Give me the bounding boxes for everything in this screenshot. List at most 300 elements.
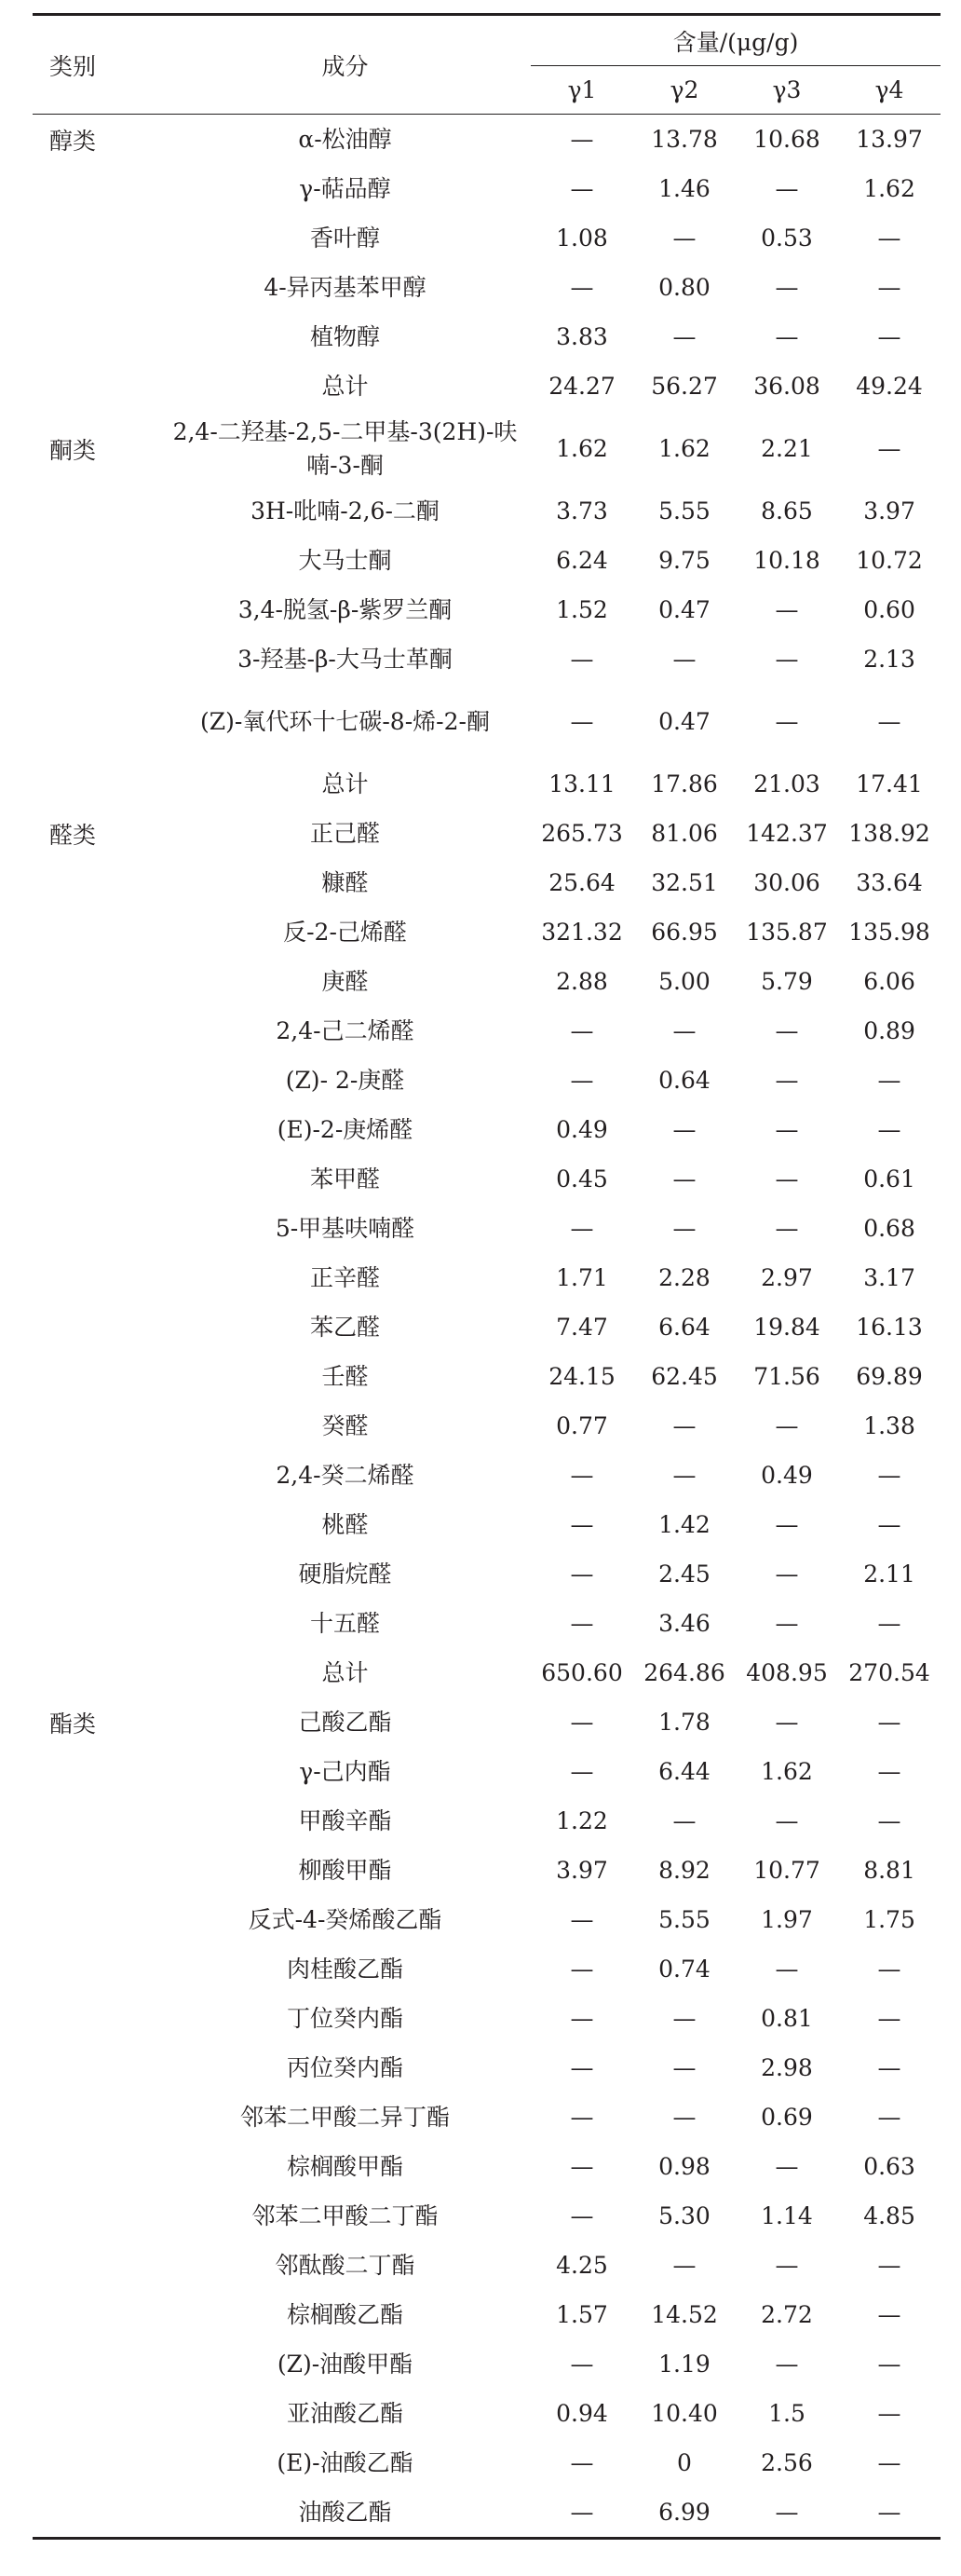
row-value-gamma4: 8.81: [863, 1857, 915, 1884]
row-category: [33, 1253, 159, 1302]
row-value-gamma4: 6.06: [863, 968, 915, 995]
row-value-gamma1: 1.22: [556, 1807, 608, 1834]
table-row: [33, 486, 941, 536]
row-category: [33, 361, 159, 411]
table-row: [33, 1846, 941, 1895]
row-value-gamma3: —: [775, 274, 799, 301]
row-value-gamma2: 6.44: [658, 1758, 711, 1785]
row-component-name: 硬脂烷醛: [298, 1560, 392, 1588]
row-value-gamma4: 138.92: [848, 820, 930, 847]
row-value-gamma4: 270.54: [848, 1659, 930, 1686]
row-value-gamma4: 69.89: [856, 1363, 923, 1390]
row-value-gamma1: 24.27: [548, 373, 616, 400]
row-component-name: 油酸乙酯: [159, 2487, 531, 2539]
row-value-gamma2: 0.98: [658, 2153, 711, 2180]
row-value-gamma3: 1.5: [768, 2400, 805, 2427]
row-value-gamma1: —: [570, 1561, 594, 1588]
row-value-gamma3: —: [775, 596, 799, 623]
row-value-gamma1: 7.47: [556, 1314, 608, 1341]
row-value-gamma2: —: [672, 1412, 697, 1439]
row-value-gamma4: 1.75: [863, 1906, 915, 1933]
row-value-gamma1: 0.94: [556, 2400, 608, 2427]
row-value-gamma4: —: [877, 1116, 901, 1143]
table-row: [33, 1006, 941, 1056]
row-value-gamma2: —: [672, 2005, 697, 2032]
row-value-gamma4: —: [877, 1709, 901, 1736]
row-value-gamma3: —: [775, 1412, 799, 1439]
row-component-name: 大马士酮: [298, 546, 392, 574]
row-value-gamma2: —: [672, 1165, 697, 1193]
row-value-gamma4: —: [877, 323, 901, 350]
table-row: [33, 585, 941, 634]
row-component-name: 癸醛: [321, 1411, 369, 1439]
row-value-gamma1: —: [570, 2351, 594, 2378]
table-row: [33, 1451, 941, 1500]
row-value-gamma4: —: [877, 2005, 901, 2032]
row-value-gamma1: 3.73: [556, 497, 608, 525]
row-component-name: 糠醛: [321, 868, 369, 896]
row-component-name: 壬醛: [321, 1362, 369, 1390]
table-row: [33, 2241, 941, 2290]
row-value-gamma3: 10.18: [753, 547, 820, 574]
row-component-name: 香叶醇: [309, 224, 380, 252]
row-value-gamma3: 2.97: [761, 1264, 813, 1291]
row-component-name: 丁位癸内酯: [286, 2004, 403, 2032]
row-value-gamma1: 1.08: [556, 225, 608, 252]
row-category: [33, 957, 159, 1006]
row-value-gamma3: 0.49: [761, 1462, 813, 1489]
row-value-gamma3: —: [775, 1561, 799, 1588]
row-component-name: 总计: [321, 1658, 369, 1686]
row-value-gamma2: 0: [677, 2449, 692, 2476]
row-category: [33, 1352, 159, 1401]
row-value-gamma2: 1.42: [658, 1511, 711, 1538]
row-component-name: 植物醇: [309, 322, 380, 350]
table-row: [33, 2290, 941, 2339]
row-value-gamma3: 0.69: [761, 2104, 813, 2131]
header-sample-2: γ2: [633, 66, 736, 115]
row-component-name: (E)-2-庚烯醛: [277, 1115, 413, 1143]
row-value-gamma2: —: [672, 2252, 697, 2279]
row-value-gamma3: —: [775, 1116, 799, 1143]
row-category: [33, 1154, 159, 1204]
row-value-gamma3: 135.87: [746, 919, 828, 946]
row-value-gamma3: —: [775, 1165, 799, 1193]
row-value-gamma3: —: [775, 646, 799, 673]
row-value-gamma4: —: [877, 708, 901, 735]
row-value-gamma4: 2.13: [863, 646, 915, 673]
row-value-gamma4: 17.41: [856, 770, 923, 797]
row-value-gamma3: —: [775, 2153, 799, 2180]
row-value-gamma1: —: [570, 1610, 594, 1637]
row-category: [33, 2142, 159, 2191]
content-table-container: [33, 13, 941, 2540]
row-value-gamma2: 6.99: [633, 2487, 736, 2539]
row-category: [33, 2438, 159, 2487]
row-value-gamma2: —: [672, 2104, 697, 2131]
row-value-gamma4: —: [838, 2487, 941, 2539]
row-value-gamma4: —: [877, 2104, 901, 2131]
row-value-gamma2: 6.64: [658, 1314, 711, 1341]
row-component-name: 正辛醛: [309, 1263, 380, 1291]
table-row: [33, 634, 941, 684]
row-value-gamma1: 1.57: [556, 2301, 608, 2328]
row-value-gamma2: 32.51: [651, 869, 718, 896]
table-row: [33, 1895, 941, 1944]
header-component: 成分: [159, 15, 531, 115]
table-row: [33, 1253, 941, 1302]
compound-content-table: [33, 13, 941, 2540]
table-row: [33, 164, 941, 213]
row-value-gamma4: —: [877, 1610, 901, 1637]
row-value-gamma4: 0.60: [863, 596, 915, 623]
row-component-name: 4-异丙基苯甲醇: [264, 273, 426, 301]
row-category: 酮类: [49, 436, 97, 464]
row-component-name: 反-2-己烯醛: [283, 918, 407, 946]
row-value-gamma4: 0.68: [863, 1215, 915, 1242]
row-value-gamma1: —: [570, 1215, 594, 1242]
row-value-gamma2: —: [672, 1017, 697, 1044]
row-category: [33, 1549, 159, 1599]
row-value-gamma2: —: [672, 323, 697, 350]
row-value-gamma1: —: [570, 1956, 594, 1983]
row-category: 醇类: [49, 127, 97, 155]
row-value-gamma4: —: [877, 1758, 901, 1785]
row-value-gamma1: —: [570, 1511, 594, 1538]
row-value-gamma1: 6.24: [556, 547, 608, 574]
row-value-gamma1: —: [570, 2104, 594, 2131]
row-component-name: 苯乙醛: [309, 1313, 380, 1341]
row-value-gamma1: —: [570, 175, 594, 202]
row-value-gamma2: 66.95: [651, 919, 718, 946]
row-value-gamma4: —: [877, 2252, 901, 2279]
row-value-gamma1: 1.52: [556, 596, 608, 623]
header-sample-3: γ3: [736, 66, 838, 115]
row-value-gamma2: 62.45: [651, 1363, 718, 1390]
row-value-gamma1: 3.83: [556, 323, 608, 350]
row-value-gamma3: —: [775, 708, 799, 735]
table-row: [33, 957, 941, 1006]
row-component-name: 3-羟基-β-大马士革酮: [237, 645, 453, 673]
row-value-gamma2: 1.78: [658, 1709, 711, 1736]
row-value-gamma1: 24.15: [548, 1363, 616, 1390]
row-value-gamma3: 2.72: [761, 2301, 813, 2328]
row-value-gamma3: 2.56: [761, 2449, 813, 2476]
table-row: [33, 1056, 941, 1105]
row-component-name: 总计: [321, 770, 369, 797]
row-category: [33, 2241, 159, 2290]
row-value-gamma1: 1.71: [556, 1264, 608, 1291]
table-row: [33, 2487, 941, 2539]
row-value-gamma4: —: [877, 274, 901, 301]
row-value-gamma4: —: [877, 2301, 901, 2328]
row-value-gamma2: 1.46: [658, 175, 711, 202]
row-value-gamma4: —: [877, 435, 901, 462]
row-value-gamma2: —: [672, 1462, 697, 1489]
table-row: [33, 1599, 941, 1648]
row-value-gamma1: 1.62: [556, 435, 608, 462]
row-value-gamma2: 0.64: [658, 1067, 711, 1094]
row-component-name: (E)-油酸乙酯: [277, 2448, 413, 2476]
row-value-gamma3: —: [775, 1511, 799, 1538]
row-value-gamma3: 2.21: [761, 435, 813, 462]
row-value-gamma1: —: [570, 1017, 594, 1044]
row-value-gamma1: —: [570, 2054, 594, 2081]
row-value-gamma3: 5.79: [761, 968, 813, 995]
table-row: [33, 858, 941, 907]
row-value-gamma3: 19.84: [753, 1314, 820, 1341]
row-category: [33, 759, 159, 809]
row-component-name: (Z)-油酸甲酯: [277, 2350, 413, 2378]
row-value-gamma2: 1.62: [658, 435, 711, 462]
row-value-gamma2: —: [672, 225, 697, 252]
row-value-gamma1: 0.77: [556, 1412, 608, 1439]
row-value-gamma4: 4.85: [863, 2202, 915, 2229]
row-component-name: 总计: [321, 372, 369, 400]
table-row: [33, 411, 941, 486]
row-component-name: 3H-吡喃-2,6-二酮: [250, 497, 440, 525]
row-value-gamma1: —: [570, 1462, 594, 1489]
table-row: [33, 1944, 941, 1994]
table-row: [33, 1204, 941, 1253]
table-row: [33, 2438, 941, 2487]
row-component-name: (Z)- 2-庚醛: [285, 1066, 405, 1094]
table-row: [33, 213, 941, 263]
row-value-gamma1: 650.60: [541, 1659, 623, 1686]
row-value-gamma3: 1.62: [761, 1758, 813, 1785]
row-category: [33, 2043, 159, 2092]
row-category: [33, 2092, 159, 2142]
row-component-name: 桃醛: [321, 1510, 369, 1538]
table-row: [33, 2191, 941, 2241]
row-value-gamma3: —: [775, 2351, 799, 2378]
table-row: [33, 759, 941, 809]
row-component-name: 十五醛: [309, 1609, 380, 1637]
row-component-name: 棕榈酸甲酯: [286, 2152, 403, 2180]
row-component-name: 5-甲基呋喃醛: [275, 1214, 415, 1242]
row-value-gamma2: 5.55: [658, 497, 711, 525]
row-component-name: γ-己内酯: [299, 1757, 391, 1785]
table-row: [33, 2043, 941, 2092]
row-value-gamma2: 9.75: [658, 547, 711, 574]
row-value-gamma1: —: [570, 126, 594, 153]
row-value-gamma1: 13.11: [548, 770, 616, 797]
table-row: [33, 361, 941, 411]
row-component-name: 己酸乙酯: [298, 1708, 392, 1736]
row-value-gamma4: —: [877, 1462, 901, 1489]
row-category: [33, 2339, 159, 2389]
row-category: 酯类: [49, 1710, 97, 1738]
row-value-gamma2: 8.92: [658, 1857, 711, 1884]
row-value-gamma4: 1.38: [863, 1412, 915, 1439]
row-category: [33, 1105, 159, 1154]
row-value-gamma3: 36.08: [753, 373, 820, 400]
row-category: [33, 2290, 159, 2339]
row-category: [33, 634, 159, 684]
row-category: [33, 585, 159, 634]
row-value-gamma2: 1.19: [658, 2351, 711, 2378]
row-component-name: γ-萜品醇: [299, 174, 391, 202]
row-value-gamma2: 0.47: [658, 596, 711, 623]
row-value-gamma3: 0.53: [761, 225, 813, 252]
row-value-gamma4: 1.62: [863, 175, 915, 202]
row-value-gamma2: 5.30: [658, 2202, 711, 2229]
row-component-name: α-松油醇: [298, 125, 392, 153]
row-category: [33, 1895, 159, 1944]
row-value-gamma2: 0.80: [658, 274, 711, 301]
row-value-gamma4: 0.61: [863, 1165, 915, 1193]
row-category: [33, 1006, 159, 1056]
row-value-gamma2: 81.06: [651, 820, 718, 847]
row-category: [33, 213, 159, 263]
row-component-name: 丙位癸内酯: [286, 2053, 403, 2081]
row-value-gamma3: 10.68: [753, 126, 820, 153]
row-value-gamma4: 135.98: [848, 919, 930, 946]
row-category: [33, 2389, 159, 2438]
row-value-gamma3: 0.81: [761, 2005, 813, 2032]
row-value-gamma2: 264.86: [643, 1659, 725, 1686]
row-value-gamma2: 13.78: [651, 126, 718, 153]
table-row: [33, 1994, 941, 2043]
row-value-gamma4: 33.64: [856, 869, 923, 896]
row-value-gamma4: —: [877, 225, 901, 252]
row-value-gamma2: 17.86: [651, 770, 718, 797]
row-component-name: 亚油酸乙酯: [286, 2399, 403, 2427]
row-value-gamma1: —: [570, 1758, 594, 1785]
row-component-name: 3,4-脱氢-β-紫罗兰酮: [237, 595, 453, 623]
row-component-name: 肉桂酸乙酯: [286, 1955, 403, 1983]
table-row: [33, 1697, 941, 1747]
row-value-gamma1: —: [570, 1709, 594, 1736]
row-component-name: 正己醛: [309, 819, 380, 847]
row-category: [33, 1056, 159, 1105]
table-row: [33, 2389, 941, 2438]
row-value-gamma2: 10.40: [651, 2400, 718, 2427]
table-row: [33, 2092, 941, 2142]
row-category: [33, 1302, 159, 1352]
row-category: [33, 164, 159, 213]
row-value-gamma1: 4.25: [556, 2252, 608, 2279]
row-component-name: 2,4-己二烯醛: [276, 1016, 414, 1044]
row-value-gamma1: 3.97: [556, 1857, 608, 1884]
row-value-gamma1: —: [531, 2487, 633, 2539]
row-value-gamma4: 13.97: [856, 126, 923, 153]
row-value-gamma4: 3.17: [863, 1264, 915, 1291]
row-value-gamma1: —: [570, 2449, 594, 2476]
row-value-gamma3: —: [775, 1017, 799, 1044]
table-row: [33, 1747, 941, 1796]
row-value-gamma3: —: [775, 1215, 799, 1242]
table-row: [33, 312, 941, 361]
row-category: [33, 536, 159, 585]
row-category: [33, 1648, 159, 1697]
row-component-name: 邻苯二甲酸二异丁酯: [239, 2103, 450, 2131]
row-category: [33, 486, 159, 536]
table-row: [33, 1796, 941, 1846]
row-category: [33, 1204, 159, 1253]
row-value-gamma4: —: [877, 1067, 901, 1094]
row-value-gamma2: —: [672, 2054, 697, 2081]
row-value-gamma1: —: [570, 2153, 594, 2180]
row-category: [33, 263, 159, 312]
row-value-gamma4: 16.13: [856, 1314, 923, 1341]
row-value-gamma2: 2.45: [658, 1561, 711, 1588]
row-category: [33, 312, 159, 361]
row-value-gamma3: 1.97: [761, 1906, 813, 1933]
row-value-gamma2: —: [672, 1807, 697, 1834]
table-row: [33, 1154, 941, 1204]
row-category: [33, 2487, 159, 2539]
row-value-gamma3: 408.95: [746, 1659, 828, 1686]
row-component-name: 邻苯二甲酸二丁酯: [251, 2201, 439, 2229]
row-value-gamma4: 2.11: [863, 1561, 915, 1588]
table-row: [33, 809, 941, 858]
row-category: 醛类: [49, 821, 97, 849]
row-component-name: 棕榈酸乙酯: [286, 2300, 403, 2328]
row-value-gamma1: —: [570, 2005, 594, 2032]
row-component-name: 苯甲醛: [309, 1165, 380, 1193]
row-value-gamma2: —: [672, 1116, 697, 1143]
row-value-gamma4: —: [877, 2400, 901, 2427]
row-value-gamma1: —: [570, 274, 594, 301]
row-value-gamma4: 0.89: [863, 1017, 915, 1044]
row-value-gamma3: —: [775, 1067, 799, 1094]
table-row: [33, 1648, 941, 1697]
table-row: [33, 1549, 941, 1599]
row-value-gamma4: —: [877, 2351, 901, 2378]
row-value-gamma2: 5.00: [658, 968, 711, 995]
header-category: 类别: [33, 15, 159, 115]
table-row: [33, 1500, 941, 1549]
table-row: [33, 1105, 941, 1154]
row-value-gamma4: 0.63: [863, 2153, 915, 2180]
row-value-gamma4: —: [877, 1956, 901, 1983]
table-row: [33, 536, 941, 585]
row-value-gamma4: 3.97: [863, 497, 915, 525]
table-row: [33, 907, 941, 957]
row-value-gamma4: —: [877, 2449, 901, 2476]
table-row: [33, 263, 941, 312]
row-value-gamma1: —: [570, 1067, 594, 1094]
row-component-name: 柳酸甲酯: [298, 1856, 392, 1884]
row-value-gamma3: —: [775, 1610, 799, 1637]
row-value-gamma1: 25.64: [548, 869, 616, 896]
header-sample-4: γ4: [838, 66, 941, 115]
row-value-gamma3: 71.56: [753, 1363, 820, 1390]
row-category: [33, 1500, 159, 1549]
row-value-gamma1: 2.88: [556, 968, 608, 995]
row-value-gamma3: —: [736, 2487, 838, 2539]
row-value-gamma3: —: [775, 1956, 799, 1983]
row-value-gamma3: 142.37: [746, 820, 828, 847]
row-value-gamma3: 30.06: [753, 869, 820, 896]
row-value-gamma2: 0.74: [658, 1956, 711, 1983]
row-value-gamma2: 0.47: [658, 708, 711, 735]
row-value-gamma1: 0.49: [556, 1116, 608, 1143]
row-component-name: (Z)-氧代环十七碳-8-烯-2-酮: [200, 707, 490, 735]
row-value-gamma1: —: [570, 708, 594, 735]
row-value-gamma2: —: [672, 1215, 697, 1242]
row-value-gamma3: 10.77: [753, 1857, 820, 1884]
row-category: [33, 1796, 159, 1846]
row-value-gamma3: 2.98: [761, 2054, 813, 2081]
row-value-gamma3: —: [775, 1709, 799, 1736]
row-category: [33, 1401, 159, 1451]
row-value-gamma2: 14.52: [651, 2301, 718, 2328]
header-sample-1: γ1: [531, 66, 633, 115]
row-value-gamma3: —: [775, 2252, 799, 2279]
row-value-gamma4: —: [877, 1807, 901, 1834]
